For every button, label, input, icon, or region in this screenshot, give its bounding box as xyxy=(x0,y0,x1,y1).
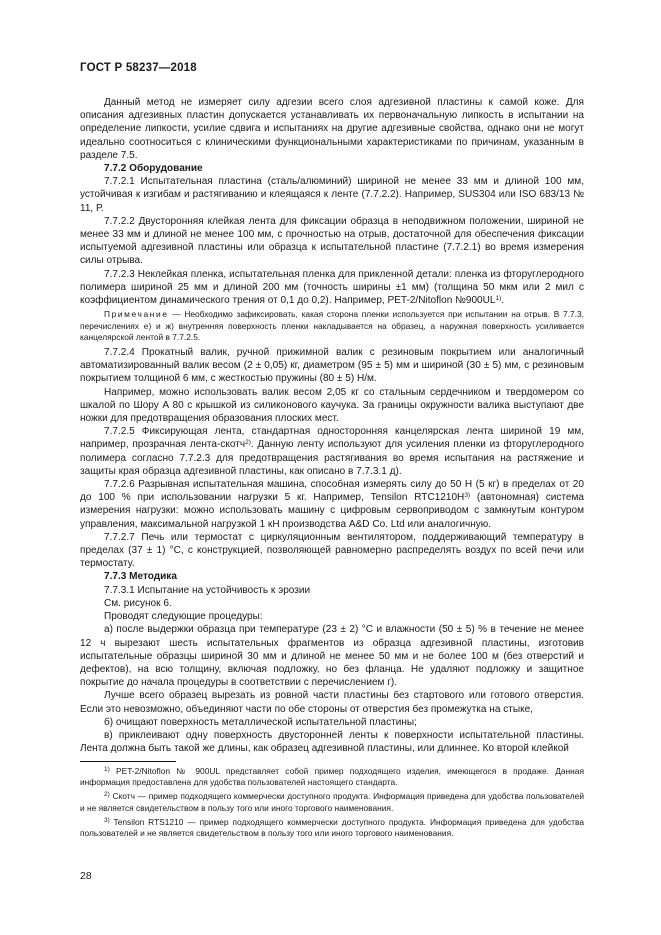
paragraph-7723 xyxy=(80,268,584,308)
paragraph-7725-text-a: 7.7.2.5 Фиксирующая лента, стандартная односторонняя канцелярская лента шириной 19 мм, например, прозрачная лента-скотч xyxy=(80,426,584,451)
footnote-1-text: PET-2/Nitoflon № 900UL представляет собой пример подходящего изделия, имеющегося в продаже. Данная информация предоставлена для удобства пользователей настоящего стандарта. xyxy=(80,766,584,788)
document-header: ГОСТ Р 58237—2018 xyxy=(80,62,197,74)
paragraph-intro: Данный метод не измеряет силу адгезии всего слоя адгезивной пластины к самой коже. Для описания адгезивных пластин допускается устанавливать их первоначальную липкость в испытании на определение липкости, усилие сдвига и испытаниях на другие адгезивные свойства, однако они не могут идеально соотноситься с клиническими функциональными характеристиками по причинам, указанным в разделе 7.5. xyxy=(80,97,584,161)
list-item-a: а) после выдержки образца при температуре (23 ± 2) °С и влажности (50 ± 5) % в течение не менее 12 ч вырезают шесть испытательных фрагментов из образца адгезивной пластины, изготовив испытательные образцы шириной 30 мм и длиной не менее 50 мм и не более 100 м (без отверстий и дефектов), на всю толщину, включая подложку, но без фланца. Не удаляют подложку и защитное покрытие до начала процедуры в соответствии с перечислением г). xyxy=(80,624,584,689)
footnote-2-mark: 2) xyxy=(104,791,110,799)
paragraph-7726-text-a: 7.7.2.6 Разрывная испытательная машина, способная измерять силу до 50 Н (5 кг) в пределах от 20 до 100 % при использовании нагрузки 5 кг. Например, Tensilon RTC1210H xyxy=(80,479,584,504)
footnote-1 xyxy=(80,766,584,788)
footnote-2 xyxy=(80,791,584,813)
footnote-ref-1: 1) xyxy=(495,295,502,303)
paragraph-7723-end: . xyxy=(501,295,505,307)
list-item-b: б) очищают поверхность металлической испытательной пластины; xyxy=(104,716,417,728)
paragraph-best-sample: Лучше всего образец вырезать из ровной части пластины без стартового или готового отверстия. Если это невозможно, объединяют части по обе стороны от отверстия без промежутка на стыке, xyxy=(80,690,584,715)
paragraph-see-figure: См. рисунок 6. xyxy=(104,597,172,609)
footnote-2-text: Скотч — пример подходящего коммерчески доступного продукта. Информация приведена для удобства пользователей и не является свидетельством в пользу того или иного торгового наименования. xyxy=(80,791,584,813)
note-label: Примечание xyxy=(104,309,169,320)
note xyxy=(80,309,584,344)
list-item-v: в) приклеивают одну поверхность двусторонней ленты к поверхности испытательной пластины. Лента должна быть такой же длины, как образец адгезивной пластины, или длиннее. Ко второй клейкой xyxy=(80,729,584,755)
paragraph-7726 xyxy=(80,478,584,531)
paragraph-7725 xyxy=(80,425,584,478)
section-heading-equipment: 7.7.2 Оборудование xyxy=(104,163,203,175)
footnote-ref-2: 2) xyxy=(245,439,251,447)
footnote-1-mark: 1) xyxy=(104,766,110,773)
footnote-3-mark: 3) xyxy=(104,816,110,824)
paragraph-7721: 7.7.2.1 Испытательная пластина (сталь/алюминий) шириной не менее 33 мм и длиной 100 мм, устойчивая к изгибам и растягиванию и клеящаяся к ленте (7.7.2.2). Например, SUS304 или ISO 683/13 № 11, Р. xyxy=(80,176,584,214)
paragraph-procedures: Проводят следующие процедуры: xyxy=(104,611,263,623)
paragraph-7731: 7.7.3.1 Испытание на устойчивость к эрозии xyxy=(104,584,311,596)
main-text xyxy=(80,96,584,755)
section-heading-method: 7.7.3 Методика xyxy=(104,571,177,583)
paragraph-7724: 7.7.2.4 Прокатный валик, ручной прижимной валик с резиновым покрытием или аналогичный автоматизированный валик весом (2 ± 0,05) кг, диаметром (95 ± 5) мм и шириной (30 ± 5) мм, с резиновым покрытием толщиной 6 мм, с жесткостью пружины (80 ± 5) Н/м. xyxy=(80,347,584,385)
page-number: 28 xyxy=(80,870,92,882)
paragraph-7725-text-b: . Данную ленту используют для усиления пленки из фторуглеродного полимера согласно 7.7.2.3 для предотвращения растягивания во время испытания на растяжение и защиты края образца адгезивной пластины, как описано в 7.7.3.1 д). xyxy=(80,439,584,477)
paragraph-7724-example: Например, можно использовать валик весом 2,05 кг со стальным сердечником и твердомером со шкалой по Шору А 80 с крышкой из силиконового каучука. За границы окружности валика выступают две ножки для предотвращения образования плоских мест. xyxy=(80,386,584,425)
note-text: — Необходимо зафиксировать, какая сторона пленки используется при испытании на отрыв. В 7.7.3, перечислениях е) и ж) внутренняя поверхность пленки накладывается на образец, а наружная поверхность усиливается канцелярской лентой в 7.7.2.5. xyxy=(80,309,584,343)
paragraph-7727: 7.7.2.7 Печь или термостат с циркуляционным вентилятором, поддерживающий температуру в пределах (37 ± 1) °С, с конструкцией, позволяющей равномерно распределять воздух по всей печи или термостату. xyxy=(80,531,584,570)
footnote-3 xyxy=(80,817,584,839)
footnote-3-text: Tensilon RTS1210 — пример подходящего коммерчески доступного продукта. Информация приведена для удобства пользователей и не является свидетельством в пользу того или иного торгового наименования. xyxy=(80,816,584,839)
footnotes xyxy=(80,766,584,842)
footnote-ref-3: 3) xyxy=(464,492,471,500)
paragraph-7722: 7.7.2.2 Двусторонняя клейкая лента для фиксации образца в неподвижном положении, шириной не менее 33 мм и длиной не менее 100 мм, с прочностью на отрыв, достаточной для обеспечения фиксации испытуемой адгезивной пластины или образца к испытательной пластине (7.7.2.1) во время измерения силы отрыва. xyxy=(80,215,584,267)
paragraph-7726-text-b: (автономная) система измерения нагрузки: можно использовать машину с цифровым сервоприводом с замкнутым контуром управления, максимальной нагрузкой 1 кН производства A&D Co. Ltd или аналогичную. xyxy=(80,492,584,530)
footnote-separator xyxy=(80,761,176,762)
paragraph-7723-text: 7.7.2.3 Неклейкая пленка, испытательная пленка для прикленной детали: пленка из фторуглеродного полимера шириной 25 мм и длиной 200 мм (точность ширины ±1 мм) (толщина 50 мкм или 2 мил с коэффициентом динамического трения от 0,1 до 0,2). Например, PET-2/Nitoflon №900UL xyxy=(80,268,584,307)
